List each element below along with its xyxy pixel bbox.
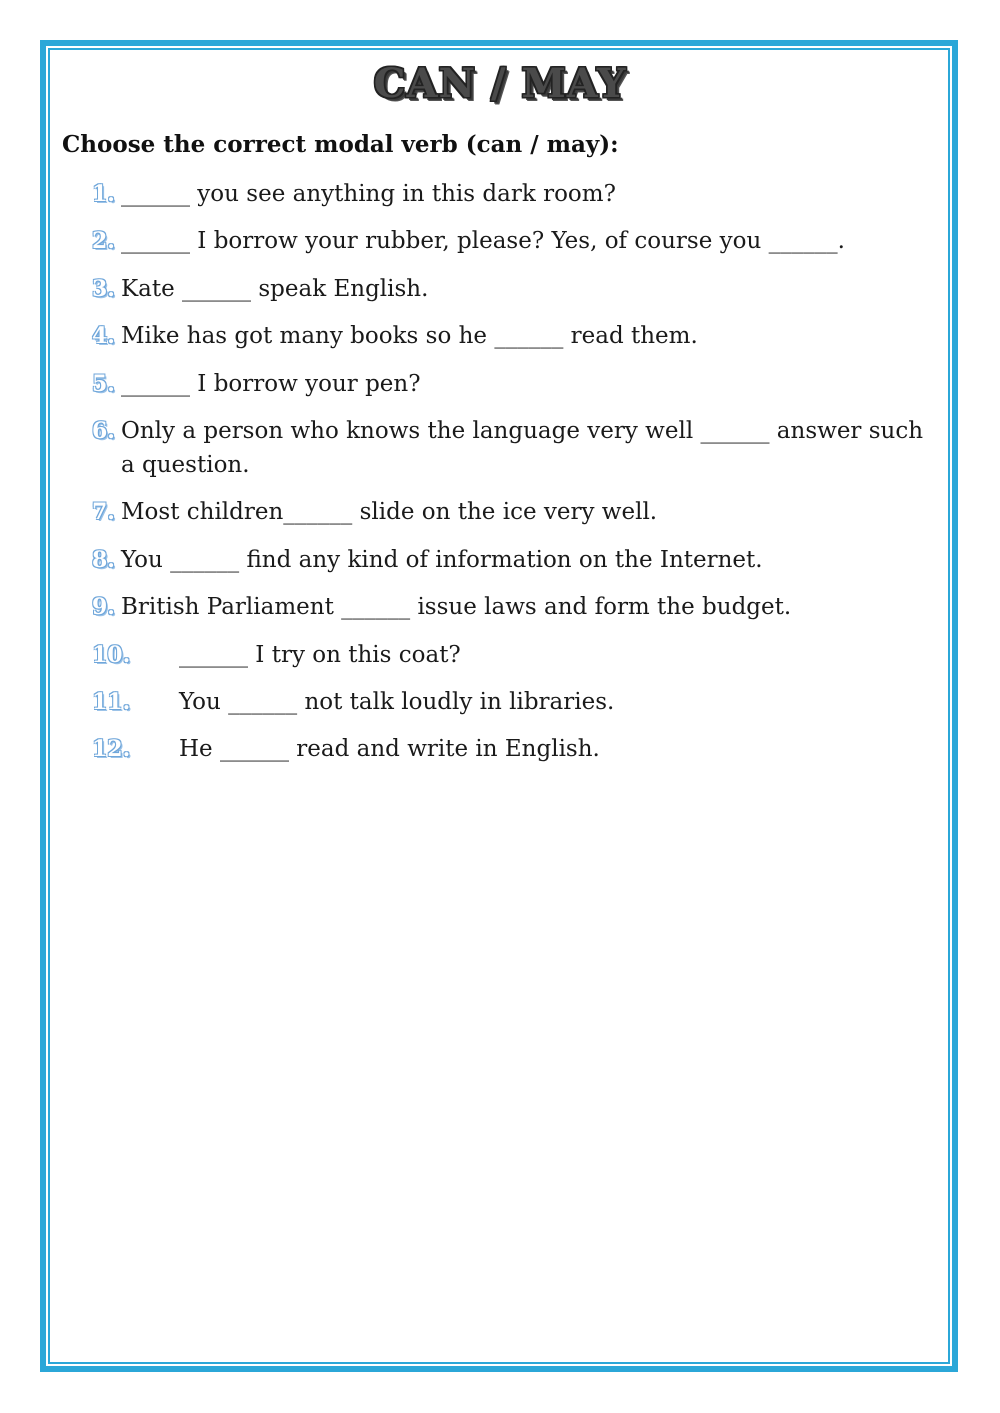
item-text: ______ I try on this coat? <box>179 641 461 668</box>
page-title <box>0 60 1000 107</box>
exercise-item <box>92 495 942 529</box>
item-text: Kate ______ speak English. <box>121 275 429 302</box>
exercise-list <box>92 177 942 780</box>
exercise-item <box>92 367 942 401</box>
exercise-item <box>92 685 942 719</box>
item-number: 11. <box>92 688 131 715</box>
item-number: 4. <box>92 323 115 350</box>
item-number: 9. <box>92 594 115 621</box>
exercise-item <box>92 590 942 624</box>
item-number: 12. <box>92 736 131 763</box>
item-text: ______ I borrow your pen? <box>121 370 421 397</box>
item-number: 7. <box>92 499 115 526</box>
exercise-item <box>92 638 942 672</box>
page-title-text: CAN / MAY <box>373 60 627 107</box>
item-number: 5. <box>92 370 115 397</box>
item-number: 6. <box>92 417 115 444</box>
item-number: 1. <box>92 181 115 207</box>
item-text: Mike has got many books so he ______ read them. <box>121 323 698 350</box>
item-text: He ______ read and write in English. <box>179 736 600 763</box>
item-text: Most children______ slide on the ice very well. <box>121 499 658 526</box>
exercise-item <box>92 319 942 353</box>
item-number: 2. <box>92 228 115 255</box>
item-number: 10. <box>92 641 131 668</box>
item-text: ______ I borrow your rubber, please? Yes, of course you ______. <box>121 228 845 255</box>
exercise-instruction: Choose the correct modal verb (can / may): <box>62 131 619 158</box>
item-number: 3. <box>92 275 115 302</box>
item-text: British Parliament ______ issue laws and form the budget. <box>121 594 792 621</box>
exercise-item <box>92 732 942 766</box>
item-text: You ______ find any kind of information on the Internet. <box>121 546 763 573</box>
item-text: You ______ not talk loudly in libraries. <box>179 688 615 715</box>
item-text: ______ you see anything in this dark room? <box>121 181 616 207</box>
item-text: Only a person who knows the language very well ______ answer such a question. <box>121 417 931 478</box>
exercise-item <box>92 543 942 577</box>
item-number: 8. <box>92 546 115 573</box>
exercise-item <box>92 177 942 211</box>
exercise-item <box>92 272 942 306</box>
exercise-item <box>92 224 942 258</box>
exercise-item <box>92 414 942 482</box>
